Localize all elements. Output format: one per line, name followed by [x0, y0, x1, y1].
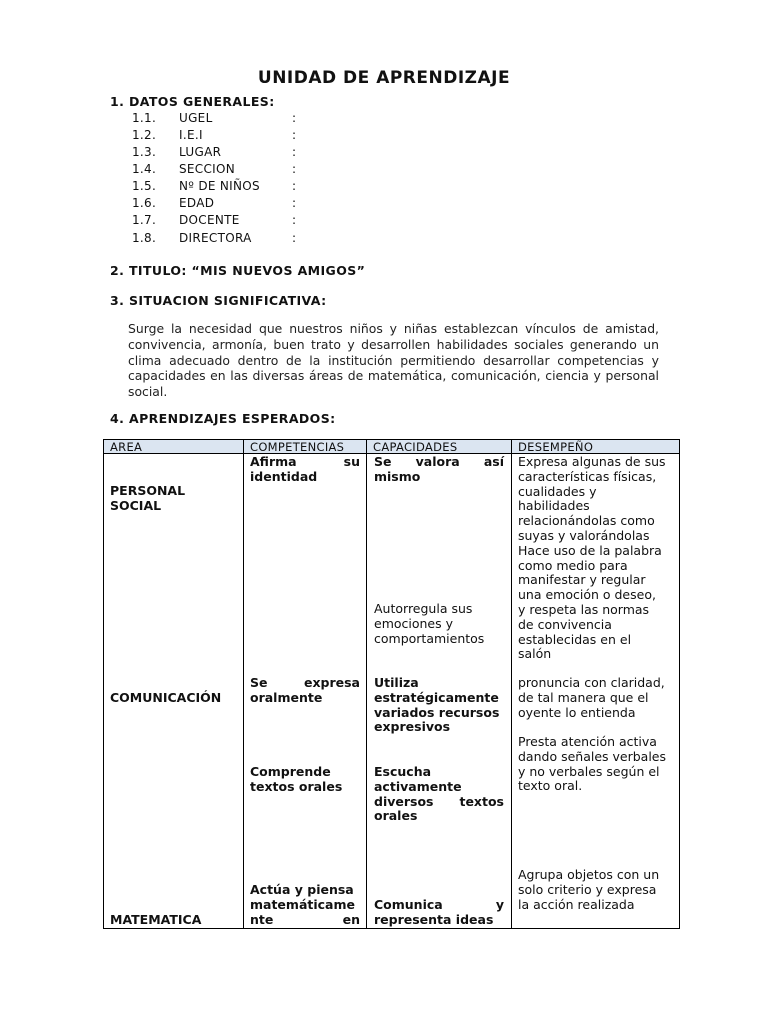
section-datos-generales-heading: 1. DATOS GENERALES: — [110, 94, 275, 109]
cell-line: comportamientos — [374, 630, 485, 646]
datos-item-number: 1.4. — [132, 162, 157, 176]
datos-item-colon: : — [292, 145, 297, 159]
cell-line: Hace uso de la palabra — [518, 542, 662, 558]
cell-line: como medio para — [518, 557, 628, 573]
competencia-afirma-identidad — [250, 455, 360, 485]
cell-line: mismo — [374, 468, 421, 484]
table-col-line — [511, 439, 512, 928]
datos-item-label: SECCION — [179, 162, 236, 176]
cell-line: Comprende — [250, 764, 331, 779]
table-col-line — [679, 439, 680, 928]
cell-line: Presta atención activa — [518, 734, 657, 749]
cell-line: Comunica y — [374, 897, 504, 912]
cell-line: textos orales — [250, 778, 343, 794]
datos-item-number: 1.3. — [132, 145, 157, 159]
competencia-comprende-textos — [250, 765, 360, 795]
datos-item-label: I.E.I — [179, 128, 203, 142]
cell-line: y respeta las normas — [518, 601, 650, 617]
datos-item-colon: : — [292, 111, 297, 125]
capacidad-se-valora — [374, 455, 504, 485]
cell-line: identidad — [250, 468, 318, 484]
cell-line: suyas y valorándolas — [518, 527, 650, 543]
cell-line: la acción realizada — [518, 896, 635, 912]
datos-item-colon: : — [292, 128, 297, 142]
cell-line: texto oral. — [518, 778, 583, 794]
datos-item-label: DIRECTORA — [179, 231, 252, 245]
section-aprendizajes-heading: 4. APRENDIZAJES ESPERADOS: — [110, 411, 336, 426]
desempeno-personal-social — [518, 455, 676, 662]
cell-line: nte en — [250, 911, 360, 927]
header-competencias: COMPETENCIAS — [250, 440, 345, 454]
cell-line: relacionándolas como — [518, 513, 655, 529]
cell-line: salón — [518, 646, 552, 662]
header-area: AREA — [110, 440, 143, 454]
cell-line: Se expresa — [250, 675, 360, 690]
cell-line: oralmente — [250, 689, 323, 705]
competencia-se-expresa — [250, 676, 360, 706]
capacidad-comunica-representa — [374, 898, 504, 928]
capacidad-utiliza-recursos — [374, 676, 504, 735]
datos-item-number: 1.5. — [132, 179, 157, 193]
cell-line: características físicas, — [518, 468, 657, 484]
datos-item-number: 1.2. — [132, 128, 157, 142]
cell-line: Actúa y piensa — [250, 882, 354, 897]
cell-line: oyente lo entienda — [518, 704, 636, 720]
area-comunicacion: COMUNICACIÓN — [110, 690, 222, 705]
desempeno-presta-atencion — [518, 735, 676, 794]
cell-line: estratégicamente — [374, 689, 499, 705]
cell-line: y no verbales según el — [518, 763, 660, 779]
table-col-line — [243, 439, 244, 928]
datos-item-colon: : — [292, 179, 297, 193]
datos-item-number: 1.7. — [132, 213, 157, 227]
section-situacion-heading: 3. SITUACION SIGNIFICATIVA: — [110, 293, 327, 308]
cell-line: orales — [374, 808, 418, 824]
cell-line: Utiliza — [374, 675, 419, 690]
datos-item-label: UGEL — [179, 111, 213, 125]
cell-line: habilidades — [518, 498, 590, 514]
cell-line: variados recursos — [374, 704, 500, 720]
area-matematica: MATEMATICA — [110, 912, 202, 927]
cell-line: emociones y — [374, 615, 454, 631]
cell-line: pronuncia con claridad, — [518, 675, 665, 690]
cell-line: activamente — [374, 778, 462, 794]
datos-item-number: 1.6. — [132, 196, 157, 210]
datos-item-label: Nº DE NIÑOS — [179, 179, 260, 193]
cell-line: Escucha — [374, 764, 432, 779]
datos-item-colon: : — [292, 213, 297, 227]
capacidad-autorregula — [374, 602, 504, 646]
table-border-bottom — [103, 928, 680, 929]
desempeno-agrupa-objetos — [518, 868, 676, 912]
datos-item-label: LUGAR — [179, 145, 222, 159]
competencia-actua-piensa — [250, 883, 360, 927]
datos-item-label: EDAD — [179, 196, 215, 210]
table-col-line — [366, 439, 367, 928]
cell-line: cualidades y — [518, 483, 597, 499]
table-col-line — [103, 439, 104, 928]
datos-item-number: 1.8. — [132, 231, 157, 245]
cell-line: manifestar y regular — [518, 572, 646, 588]
header-desempeno: DESEMPEÑO — [518, 440, 594, 454]
cell-line: PERSONAL — [110, 483, 186, 498]
cell-line: Agrupa objetos con un — [518, 867, 660, 882]
capacidad-escucha — [374, 765, 504, 824]
datos-item-label: DOCENTE — [179, 213, 240, 227]
cell-line: diversos textos — [374, 793, 504, 809]
cell-line: Expresa algunas de sus — [518, 454, 666, 469]
datos-item-colon: : — [292, 196, 297, 210]
cell-line: de convivencia — [518, 616, 612, 632]
cell-line: expresivos — [374, 719, 451, 735]
aprendizajes-table — [103, 439, 680, 928]
cell-line: matemáticame — [250, 896, 355, 912]
cell-line: una emoción o deseo, — [518, 587, 656, 603]
desempeno-pronuncia — [518, 676, 676, 720]
datos-item-number: 1.1. — [132, 111, 157, 125]
cell-line: dando señales verbales — [518, 748, 667, 764]
cell-line: Autorregula sus — [374, 601, 473, 616]
cell-line: Se valora así — [374, 454, 504, 469]
cell-line: representa ideas — [374, 911, 494, 927]
situacion-paragraph: Surge la necesidad que nuestros niños y niñas establezcan vínculos de amistad, convivencia, armonía, buen trato y desarrollen habilidades sociales generando un clima adecuado dentro de la institución permitiendo desarrollar competencias y capacidades en las diversas áreas de matemática, comunicación, ciencia y personal social. — [128, 321, 659, 400]
document-title: UNIDAD DE APRENDIZAJE — [257, 68, 511, 88]
cell-line: de tal manera que el — [518, 689, 649, 705]
area-personal-social — [110, 484, 238, 514]
section-titulo-heading: 2. TITULO: “MIS NUEVOS AMIGOS” — [110, 263, 366, 278]
datos-item-colon: : — [292, 231, 297, 245]
header-capacidades: CAPACIDADES — [373, 440, 458, 454]
cell-line: establecidas en el — [518, 631, 632, 647]
cell-line: Afirma su — [250, 454, 360, 469]
datos-item-colon: : — [292, 162, 297, 176]
cell-line: SOCIAL — [110, 497, 162, 513]
cell-line: solo criterio y expresa — [518, 881, 657, 897]
